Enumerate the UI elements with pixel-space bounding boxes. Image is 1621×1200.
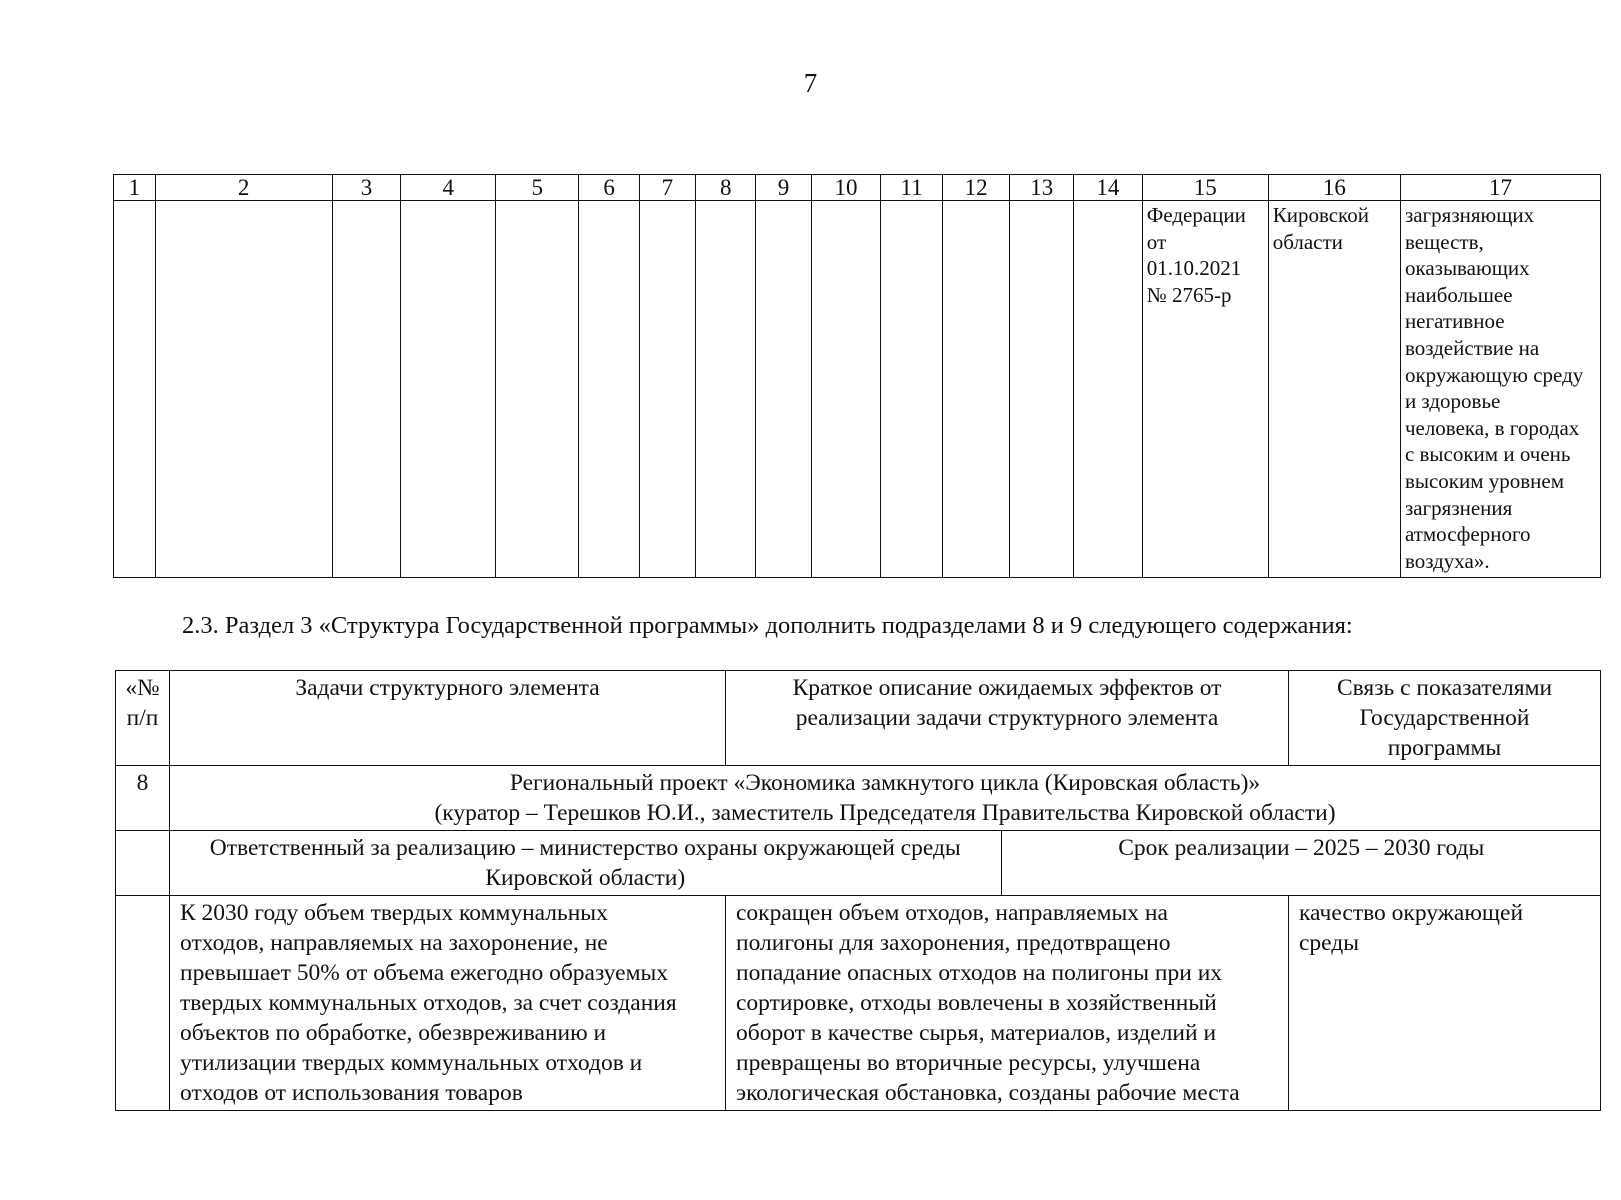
text-line: отходов от использования товаров [180,1080,523,1106]
column-number: 3 [332,175,401,201]
column-number: 5 [496,175,579,201]
text-line: сортировке, отходы вовлечены в хозяйственный [736,990,1217,1016]
text-line: превышает 50% от объема ежегодно образуемых [180,960,669,986]
text-line: Краткое описание ожидаемых эффектов от [792,675,1222,701]
responsible-split [170,831,1601,895]
table-cell [756,201,811,578]
text-line: Ответственный за реализацию – министерство охраны окружающей среды [209,835,961,861]
text-line: (куратор – Терешков Ю.И., заместитель Председателя Правительства Кировской области) [434,800,1336,826]
responsible-row [116,831,1601,896]
table-cell [1074,201,1143,578]
text-line: и здоровье [1404,389,1501,414]
column-number: 6 [579,175,639,201]
text-line: окружающую среду [1404,362,1584,387]
text-line: Кировской области) [485,865,686,891]
table-cell [401,201,496,578]
header-effects [726,671,1289,766]
section-title [170,766,1601,831]
table-header-row [116,671,1601,766]
text-line: загрязняющих [1404,203,1535,227]
text-line: области [1272,229,1343,254]
cell-col17 [1400,201,1600,578]
text-line: программы [1387,735,1502,761]
column-number: 14 [1074,175,1143,201]
section-number: 8 [116,766,170,831]
text-line: высоким уровнем [1404,468,1565,493]
table-header-row [114,175,1601,201]
text-line: сокращен объем отходов, направляемых на [736,900,1168,926]
responsible-cell [170,831,1601,896]
text-line: загрязнения [1404,495,1513,520]
table-cell [114,201,156,578]
table-cell [639,201,695,578]
effect-cell [726,896,1289,1111]
text-line: оборот в качестве сырья, материалов, изделий и [736,1020,1217,1046]
text-line: воздействие на [1404,335,1540,360]
text-line: от [1146,229,1167,254]
table-row [114,201,1601,578]
column-number: 17 [1400,175,1600,201]
header-number [116,671,170,766]
text-line: превращены во вторичные ресурсы, улучшена [736,1050,1201,1076]
text-line: Кировской [1272,203,1369,227]
text-line: веществ, [1404,229,1484,254]
amendment-paragraph: 2.3. Раздел 3 «Структура Государственной программы» дополнить подразделами 8 и 9 следующего содержания: [182,612,1353,639]
table-cell [696,201,756,578]
text-line: попадание опасных отходов на полигоны при их [736,960,1223,986]
text-line: утилизации твердых коммунальных отходов и [180,1050,643,1076]
column-number: 9 [756,175,811,201]
text-line: среды [1299,930,1360,956]
column-number: 8 [696,175,756,201]
structure-table [115,670,1601,1111]
section-row [116,766,1601,831]
text-line: полигоны для захоронения, предотвращено [736,930,1171,956]
header-tasks: Задачи структурного элемента [170,671,726,766]
text-line: объектов по обработке, обезвреживанию и [180,1020,607,1046]
text-line: качество окружающей [1299,900,1524,926]
table-cell [579,201,639,578]
table-cell [811,201,881,578]
text-line: п/п [126,705,159,731]
text-line: № 2765-р [1146,282,1232,307]
text-line: с высоким и очень [1404,442,1571,467]
column-number: 7 [639,175,695,201]
text-line: твердых коммунальных отходов, за счет создания [180,990,677,1016]
text-line: экологическая обстановка, созданы рабочие места [736,1080,1240,1106]
text-line: негативное [1404,309,1505,334]
text-line: человека, в городах [1404,415,1580,440]
page-number: 7 [803,68,818,98]
column-number: 13 [1010,175,1074,201]
column-number: 1 [114,175,156,201]
text-line: воздуха». [1404,548,1490,573]
table-cell [332,201,401,578]
task-cell [170,896,726,1111]
text-line: Региональный проект «Экономика замкнутого цикла (Кировская область)» [509,770,1261,796]
table-cell [942,201,1010,578]
column-number: 4 [401,175,496,201]
text-line: 01.10.2021 [1146,256,1242,281]
column-number: 12 [942,175,1010,201]
cell-col16 [1268,201,1400,578]
table-cell [881,201,942,578]
text-line: атмосферного [1404,522,1531,547]
column-number: 2 [155,175,332,201]
table-cell [116,831,170,896]
column-number: 16 [1268,175,1400,201]
table-cell [155,201,332,578]
text-line: Федерации [1146,203,1246,227]
text-line: К 2030 году объем твердых коммунальных [180,900,608,926]
table-cell [116,896,170,1111]
table-cell [1010,201,1074,578]
text-line: Связь с показателями [1336,675,1553,701]
responsible-text [170,831,1001,895]
continuation-table [113,174,1601,578]
table-row [116,896,1601,1111]
column-number: 11 [881,175,942,201]
text-line: оказывающих [1404,256,1530,281]
indicator-cell [1289,896,1601,1111]
text-line: Государственной [1359,705,1530,731]
table-cell [496,201,579,578]
column-number: 15 [1142,175,1268,201]
term-text: Срок реализации – 2025 – 2030 годы [1118,835,1485,861]
text-line: «№ [125,675,160,701]
cell-col15 [1142,201,1268,578]
header-link [1289,671,1601,766]
text-line: наибольшее [1404,282,1513,307]
column-number: 10 [811,175,881,201]
text-line: отходов, направляемых на захоронение, не [180,930,608,956]
text-line: реализации задачи структурного элемента [795,705,1219,731]
